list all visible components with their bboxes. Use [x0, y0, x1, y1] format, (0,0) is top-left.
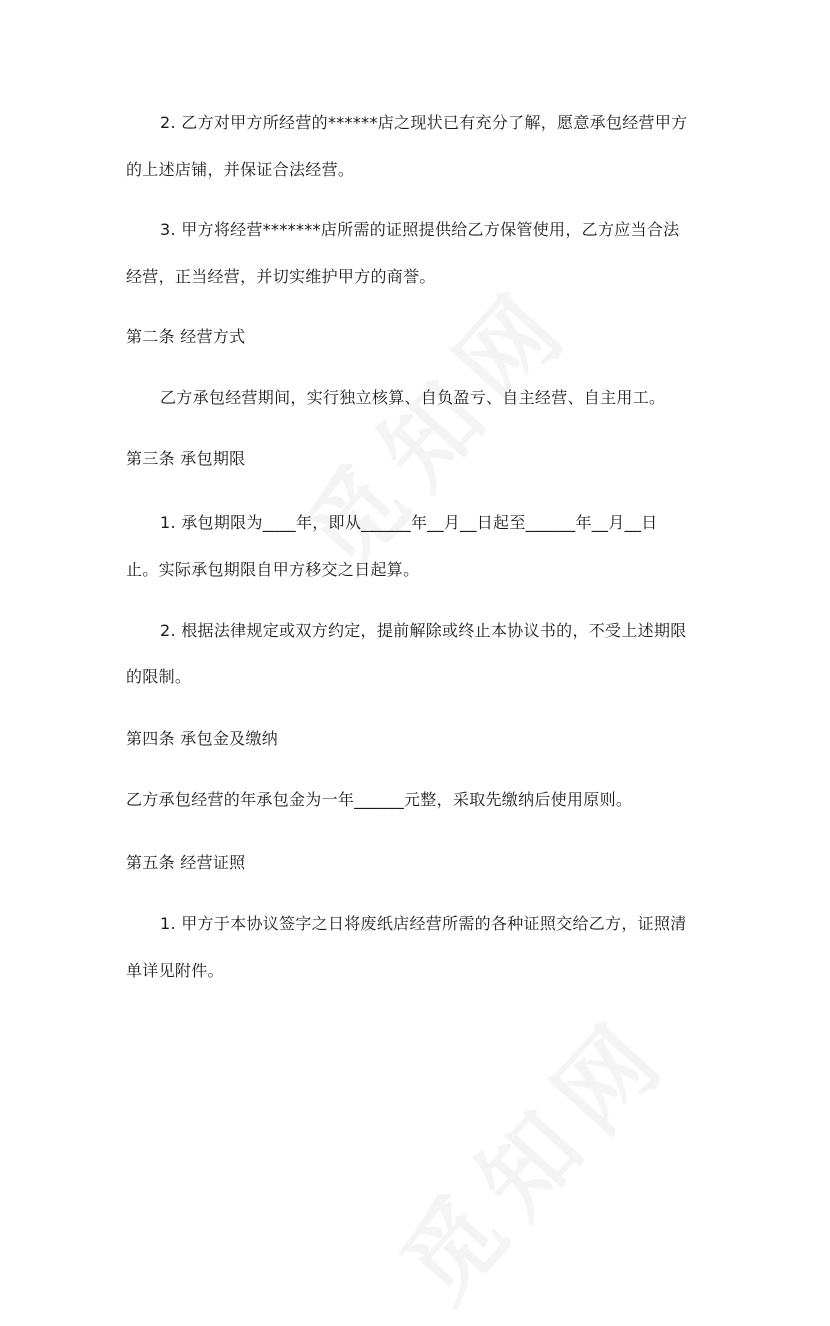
clause-item-3: 3. 甲方将经营*******店所需的证照提供给乙方保管使用，乙方应当合法: [160, 220, 680, 239]
article-heading-4: 第四条 承包金及缴纳: [126, 729, 279, 748]
watermark-logo: [268, 251, 599, 597]
watermark-logo: [366, 981, 697, 1326]
license-item-1: 1. 甲方于本协议签字之日将废纸店经营所需的各种证照交给乙方，证照清: [160, 914, 687, 933]
article-4-paragraph: 乙方承包经营的年承包金为一年______元整，采取先缴纳后使用原则。: [126, 790, 633, 809]
article-heading-3: 第三条 承包期限: [126, 449, 246, 468]
article-heading-5: 第五条 经营证照: [126, 853, 246, 872]
term-item-2-continued: 的限制。: [126, 667, 192, 686]
term-item-2: 2. 根据法律规定或双方约定，提前解除或终止本协议书的，不受上述期限: [160, 621, 687, 640]
license-item-1-continued: 单详见附件。: [126, 961, 224, 980]
article-2-paragraph: 乙方承包经营期间，实行独立核算、自负盈亏、自主经营、自主用工。: [160, 388, 666, 407]
term-item-1: 1. 承包期限为____年，即从______年__月__日起至______年__月__日: [160, 513, 658, 532]
clause-item-2: 2. 乙方对甲方所经营的******店之现状已有充分了解，愿意承包经营甲方: [160, 113, 688, 132]
clause-item-2-continued: 的上述店铺，并保证合法经营。: [126, 160, 355, 179]
term-item-1-continued: 止。实际承包期限自甲方移交之日起算。: [126, 560, 420, 579]
article-heading-2: 第二条 经营方式: [126, 327, 246, 346]
clause-item-3-continued: 经营，正当经营，并切实维护甲方的商誉。: [126, 267, 436, 286]
